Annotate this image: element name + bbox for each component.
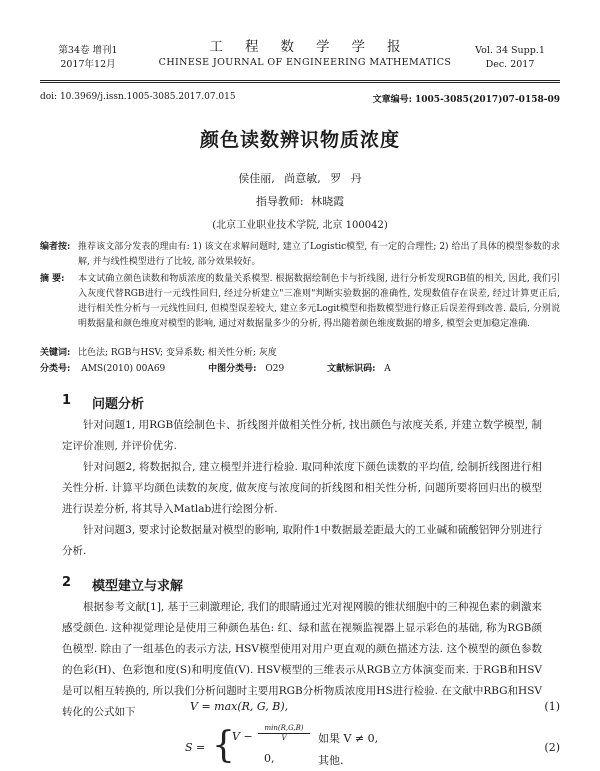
clc-label: 中图分类号: <box>208 364 257 374</box>
header-volume-en <box>465 44 555 72</box>
editor-note-label: 编者按: <box>40 242 71 252</box>
section-1-title: 问题分析 <box>92 397 145 412</box>
equation-1-number: (1) <box>544 700 560 713</box>
equation-2-case1-prefix: V − <box>232 730 253 743</box>
keywords-label: 关键词: <box>40 348 71 358</box>
affiliation: (北京工业职业技术学院, 北京 100042) <box>212 220 388 231</box>
abstract-label: 摘 要: <box>40 274 65 284</box>
left-brace-icon: { <box>212 725 235 766</box>
header-rule-bottom <box>40 82 560 83</box>
section-1-paragraph: 针对问题2, 将数据拟合, 建立模型并进行检验. 取同种浓度下颜色读数的平均值, 绘制折线图进行相关性分析. 计算平均颜色读数的灰度, 做灰度与浓度间的折线图和相关性分析, 问题所要将回归出的模型进行误差分析, 将其导入Matlab进行绘图分析. <box>62 461 542 515</box>
article-number: 文章编号: 1005-3085(2017)07-0158-09 <box>372 95 560 105</box>
header-rule-top <box>40 80 560 81</box>
equation-2-numerator: min(R,G,B) <box>258 724 310 734</box>
journal-title-en: CHINESE JOURNAL OF ENGINEERING MATHEMATICS <box>158 57 452 68</box>
equation-2 <box>0 724 600 768</box>
section-1-number: 1 <box>62 393 72 408</box>
equation-2-denominator: V <box>281 734 287 742</box>
editor-note-text: 推荐该文部分发表的理由有: 1) 该文在求解问题时, 建立了Logistic模型, 有一定的合理性; 2) 给出了具体的模型参数的求解, 并与线性模型进行了比较, 部分效果较好。 <box>78 242 560 267</box>
classification-label: 分类号: <box>40 364 71 374</box>
equation-2-lhs: S = <box>185 741 206 754</box>
equation-2-fraction <box>258 724 310 743</box>
clc-value: O29 <box>265 364 285 374</box>
authors: 侯佳丽, 尚意敏, 罗 丹 <box>238 172 362 185</box>
header-date-cn: 2017年12月 <box>60 59 116 70</box>
section-2-title: 模型建立与求解 <box>92 579 184 594</box>
doi: doi: 10.3969/j.issn.1005-3085.2017.07.015 <box>40 92 236 102</box>
classification-row <box>40 362 391 377</box>
section-2-heading <box>62 575 183 594</box>
section-1-heading <box>62 393 144 412</box>
abstract-text: 本文试确立颜色读数和物质浓度的数量关系模型. 根据数据绘制色卡与折线图, 进行分析发现RGB值的相关, 因此, 我们引入灰度代替RGB进行一元线性回归, 经过分析建立"三准则"判断实验数据的准确性, 发现数值存在误差, 经过计算更正后, 进行相关性分析与一元线性回归, 但模型误差较大, 建立多元Logit模型和指数模型进行修正后误差得到改善. 最后, 分别说明数据量和颜色维度对模型的影响, 通过对数据量多少的分析, 得出随着颜色维度数据的增多, 模型会更加稳定准确. <box>78 274 560 329</box>
abstract <box>40 272 560 332</box>
section-1-paragraph: 针对问题3, 要求讨论数据量对模型的影响, 取附件1中数据最差距最大的工业碱和硫酸铝钾分别进行分析. <box>62 524 542 557</box>
section-1-paragraph: 针对问题1, 用RGB值绘制色卡、折线图并做相关性分析, 找出颜色与浓度关系, 并建立数学模型, 制定评价准则, 并评价优劣. <box>62 419 542 452</box>
header-volume-cn: 第34卷 增刊1 <box>58 45 118 56</box>
journal-title-cn: 工程数学学报 <box>209 39 423 55</box>
journal-header <box>140 38 470 70</box>
equation-2-case1-condition: 如果 V ≠ 0, <box>318 732 379 745</box>
equation-2-case2-value: 0, <box>264 752 275 765</box>
keywords-text: 比色法; RGB与HSV; 变异系数; 相关性分析; 灰度 <box>78 348 277 358</box>
section-2-number: 2 <box>62 575 72 590</box>
doc-code-label: 文献标识码: <box>327 364 376 374</box>
equation-2-case2-condition: 其他. <box>318 754 344 767</box>
section-2-paragraph: 根据参考文献[1], 基于三刺激理论, 我们的眼睛通过光对视网膜的锥状细胞中的三种视色素的刺激来感受颜色. 这种视觉理论是使用三种颜色基色: 红、绿和蓝在视频监视器上显示彩色的基础, 称为RGB颜色模型. 除由了一组基色的表示方法, HSV模型使用对用户更直观的颜色描述方法. 这个模型的颜色参数的色彩(H)、色彩饱和度(S)和明度值(V). HSV模型的三维表示从RGB立方体演变而来. 于RGB和HSV是可以相互转换的, 所以我们分析问题时主要用RGB分析物质浓度用HS进行检验. 在文献中RBG和HSV转化的公式如下 <box>62 601 542 718</box>
classification-value: AMS(2010) 00A69 <box>81 364 166 374</box>
paper-title: 颜色读数辨识物质浓度 <box>199 129 400 151</box>
editor-note <box>40 240 560 270</box>
equation-2-number: (2) <box>544 741 560 754</box>
doc-code-value: A <box>384 364 391 374</box>
header-volume-en-text: Vol. 34 Supp.1 <box>475 45 545 56</box>
header-date-en: Dec. 2017 <box>485 59 535 70</box>
equation-1-body: V = max(R, G, B), <box>190 700 289 713</box>
keywords <box>40 346 560 361</box>
header-volume <box>48 44 128 72</box>
advisor: 指导教师: 林晓霞 <box>255 195 345 208</box>
